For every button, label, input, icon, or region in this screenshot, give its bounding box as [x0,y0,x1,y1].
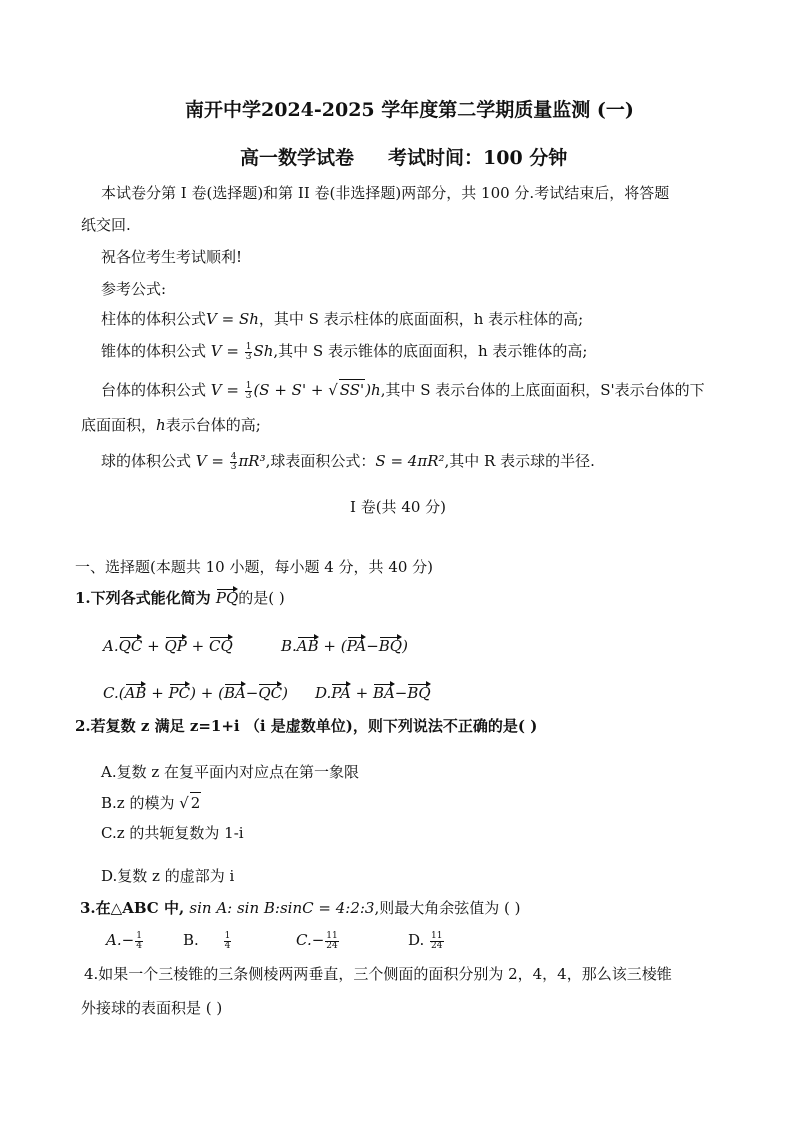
formula-pyramid-v: V = [210,342,244,360]
exam-subtitle-subject: 高一数学试卷 [240,147,355,169]
fraction-numerator: 1 [224,930,231,941]
formula-frustum-sqrt: SS' [339,381,365,399]
fraction-numerator: 1 [245,380,252,391]
q3-option-b-fraction [224,932,232,951]
formula-sphere [101,451,595,472]
formula-prism [101,309,583,329]
formula-frustum-line2-h: h [156,416,166,434]
formula-sphere-fraction [230,453,238,472]
intro-line-2: 纸交回. [81,216,131,234]
q3-option-b [183,930,232,951]
vector-term: QC [118,637,143,655]
formula-frustum-fraction [245,382,253,401]
fraction-denominator: 3 [230,461,237,472]
formula-sphere-tail: πR³ [238,452,266,470]
formula-pyramid [101,341,587,362]
option-label: B. [281,637,297,655]
q3-option-a [106,930,144,951]
fraction-numerator: 1 [245,341,252,352]
formula-prism-expr: V = Sh [206,310,259,328]
q2-option-b [101,792,201,813]
minus-sign: − [121,931,135,949]
formula-sphere-mid: ,球表面积公式： [265,452,376,470]
q3-stem-b: ,则最大角余弦值为 ( ) [374,899,521,917]
q2-option-a: A.复数 z 在复平面内对应点在第一象限 [101,763,360,781]
fraction-denominator: 4 [136,940,142,951]
q1-option-a: A.QC + QP + CQ [103,637,233,655]
sqrt-icon: √ [328,381,338,399]
section-heading: I 卷(共 40 分) [350,498,447,516]
formula-frustum-body: (S + S' + [253,381,329,399]
formula-frustum-desc: ,其中 S 表示台体的上底面面积，S'表示台体的下 [380,381,705,399]
fraction-numerator: 4 [230,451,237,462]
formula-pyramid-prefix: 锥体的体积公式 [101,342,211,360]
option-label: B. [183,931,199,949]
vector-term: BQ [407,684,431,702]
q3-option-c-fraction [325,932,338,951]
fraction-numerator: 1 [136,930,142,941]
formula-frustum-prefix: 台体的体积公式 [101,381,211,399]
formula-frustum [101,379,705,401]
formula-sphere-prefix: 球的体积公式 [101,452,196,470]
vector-term: BA [223,684,246,702]
q3-option-a-fraction [135,932,143,951]
q2-stem: 2.若复数 z 满足 z=1+i （i 是虚数单位)，则下列说法不正确的是( ) [75,717,538,735]
option-label: A. [103,637,119,655]
option-label: C. [103,684,119,702]
vector-term: CQ [209,637,233,655]
q1-stem-vector: PQ [215,589,239,607]
vector-term: PA [331,684,351,702]
formula-frustum-line2-b: 表示台体的高; [165,416,261,434]
fraction-denominator: 24 [431,940,443,951]
formula-sphere-desc: ,其中 R 表示球的半径. [444,452,595,470]
formula-prism-desc: ，其中 S 表示柱体的底面面积，h 表示柱体的高; [258,310,584,328]
formula-prism-prefix: 柱体的体积公式 [101,310,207,328]
option-label: D. [408,931,425,949]
q4-stem-line-2: 外接球的表面积是 ( ) [81,999,223,1017]
fraction-numerator: 11 [326,930,338,941]
q3-option-d [408,930,445,951]
q3-stem [80,898,520,918]
vector-term: PA [346,637,367,655]
vector-term: BA [372,684,395,702]
q3-stem-formula: sin A: sin B:sinC = 4:2:3 [189,899,375,917]
formula-frustum-end: )h [365,381,381,399]
q4-stem-line-1: 4.如果一个三棱锥的三条侧棱两两垂直，三个侧面的面积分别为 2，4，4，那么该三棱锥 [84,965,672,983]
fraction-denominator: 3 [245,351,252,362]
fraction-denominator: 3 [245,390,252,401]
vector-term: BQ [378,637,403,655]
q1-option-b: B.AB + (PA−BQ) [281,637,408,655]
formula-sphere-surface: S = 4πR² [375,452,445,470]
q3-option-d-fraction [430,932,443,951]
part-title: 一、选择题(本题共 10 小题，每小题 4 分，共 40 分) [75,558,434,576]
vector-term: PC [168,684,191,702]
intro-reference: 参考公式: [101,280,167,298]
q1-option-d: D.PA + BA−BQ [315,684,431,702]
q1-stem-a: 1.下列各式能化简为 [75,589,216,607]
formula-frustum-line-2 [81,415,261,435]
formula-frustum-v: V = [210,381,244,399]
q1-stem-b: 的是( ) [238,589,285,607]
minus-sign: − [311,931,325,949]
q3-stem-a: 3.在△ABC 中, [80,899,190,917]
q2-option-c: C.z 的共轭复数为 1-i [101,824,244,842]
intro-line-1: 本试卷分第 I 卷(选择题)和第 II 卷(非选择题)两部分，共 100 分.考试结束后，将答题 [101,184,670,202]
q1-option-c: C.(AB + PC) + (BA−QC) [103,684,289,702]
vector-term: QC [258,684,283,702]
option-label: D. [315,684,332,702]
option-label: A. [106,931,122,949]
formula-sphere-v: V = [195,452,229,470]
q2-option-d: D.复数 z 的虚部为 i [101,867,235,885]
vector-term: AB [124,684,147,702]
formula-pyramid-desc: ,其中 S 表示锥体的底面面积，h 表示锥体的高; [273,342,588,360]
exam-title: 南开中学2024-2025 学年度第二学期质量监测 (一) [185,99,634,121]
formula-frustum-line2-a: 底面面积， [81,416,157,434]
q3-option-c [296,930,340,951]
fraction-numerator: 11 [431,930,443,941]
q1-stem [75,588,285,608]
vector-term: QP [164,637,187,655]
vector-term: AB [296,637,319,655]
q2-option-b-prefix: B.z 的模为 [101,794,180,812]
fraction-denominator: 24 [326,940,338,951]
option-label: C. [296,931,312,949]
intro-wish: 祝各位考生考试顺利! [101,248,243,266]
q2-option-b-sqrt: 2 [190,794,201,812]
fraction-denominator: 4 [224,940,231,951]
sqrt-icon: √ [179,794,189,812]
formula-pyramid-fraction [245,343,253,362]
exam-subtitle-time: 考试时间：100 分钟 [388,147,568,169]
formula-pyramid-tail: Sh [253,342,274,360]
